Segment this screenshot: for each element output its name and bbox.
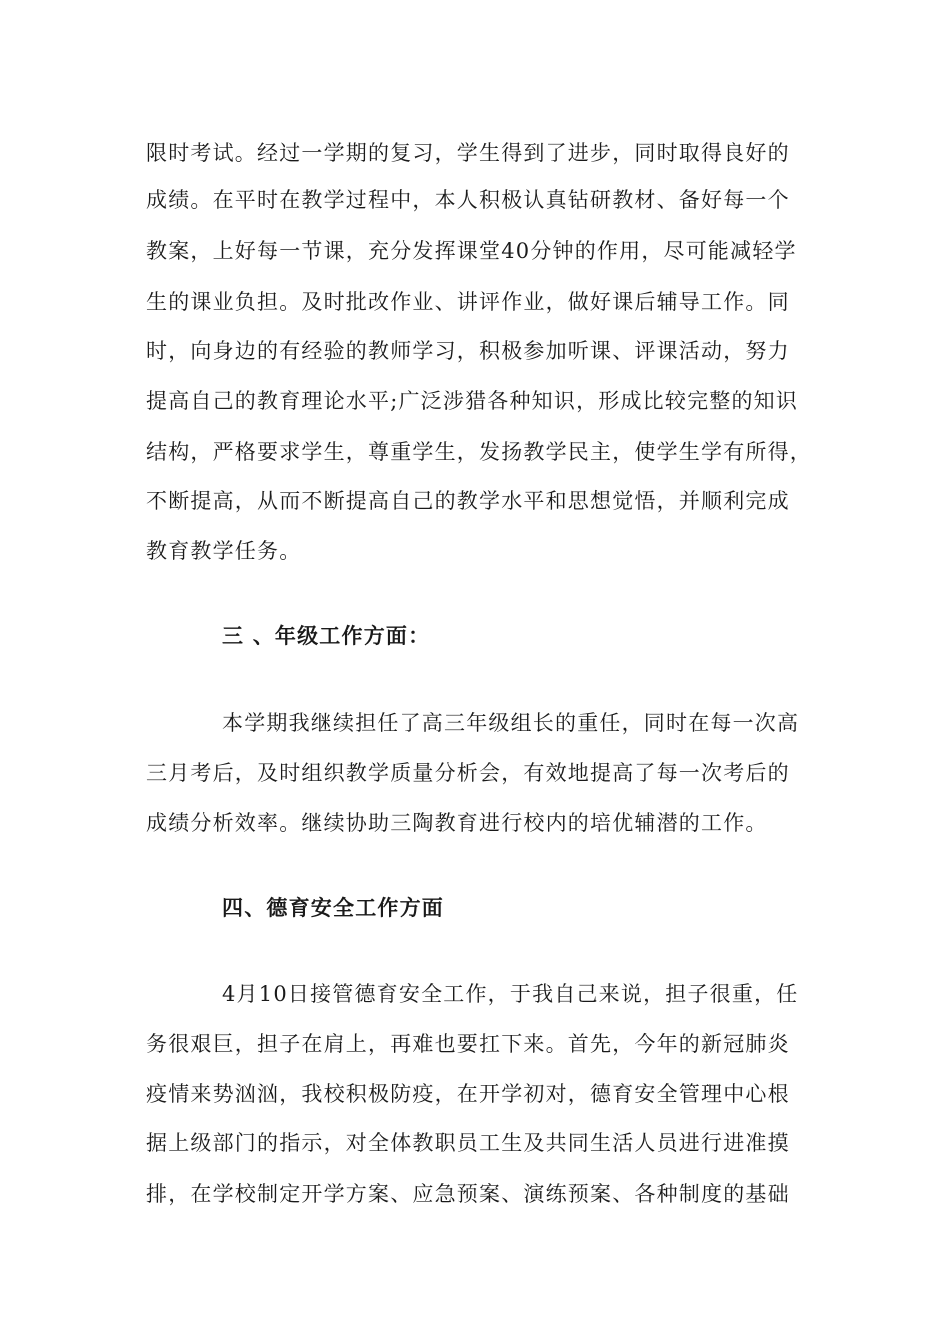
section-heading-grade-work: 三 、年级工作方面： <box>222 623 431 648</box>
paragraph-line: 成绩分析效率。继续协助三陶教育进行校内的培优辅潜的工作。 <box>146 811 768 835</box>
paragraph-line: 生的课业负担。及时批改作业、讲评作业，做好课后辅导工作。同 <box>146 290 790 314</box>
paragraph-line: 务很艰巨，担子在肩上，再难也要扛下来。首先，今年的新冠肺炎 <box>146 1032 790 1056</box>
section-heading-moral-safety: 四、德育安全工作方面 <box>222 895 444 920</box>
paragraph-line: 疫情来势汹汹，我校积极防疫，在开学初对，德育安全管理中心根 <box>146 1082 790 1106</box>
paragraph-line: 据上级部门的指示，对全体教职员工生及共同生活人员进行进准摸 <box>146 1131 790 1155</box>
paragraph-line: 结构，严格要求学生，尊重学生，发扬教学民主，使学生学有所得， <box>146 440 812 464</box>
paragraph-line: 教育教学任务。 <box>146 539 302 563</box>
paragraph-line: 教案，上好每一节课，充分发挥课堂40分钟的作用，尽可能减轻学 <box>146 239 797 263</box>
paragraph-line: 排，在学校制定开学方案、应急预案、演练预案、各种制度的基础 <box>146 1182 790 1206</box>
paragraph-line: 三月考后，及时组织教学质量分析会，有效地提高了每一次考后的 <box>146 761 790 785</box>
paragraph-line: 成绩。在平时在教学过程中，本人积极认真钻研教材、备好每一个 <box>146 188 790 212</box>
paragraph-line: 4月10日接管德育安全工作，于我自己来说，担子很重，任 <box>222 982 799 1006</box>
paragraph-line: 限时考试。经过一学期的复习，学生得到了进步，同时取得良好的 <box>146 141 790 165</box>
paragraph-line: 提高自己的教育理论水平;广泛涉猎各种知识，形成比较完整的知识 <box>146 389 799 413</box>
paragraph-line: 时，向身边的有经验的教师学习，积极参加听课、评课活动，努力 <box>146 339 790 363</box>
paragraph-line: 不断提高，从而不断提高自己的教学水平和思想觉悟，并顺利完成 <box>146 489 790 513</box>
paragraph-line: 本学期我继续担任了高三年级组长的重任，同时在每一次高 <box>222 711 800 735</box>
